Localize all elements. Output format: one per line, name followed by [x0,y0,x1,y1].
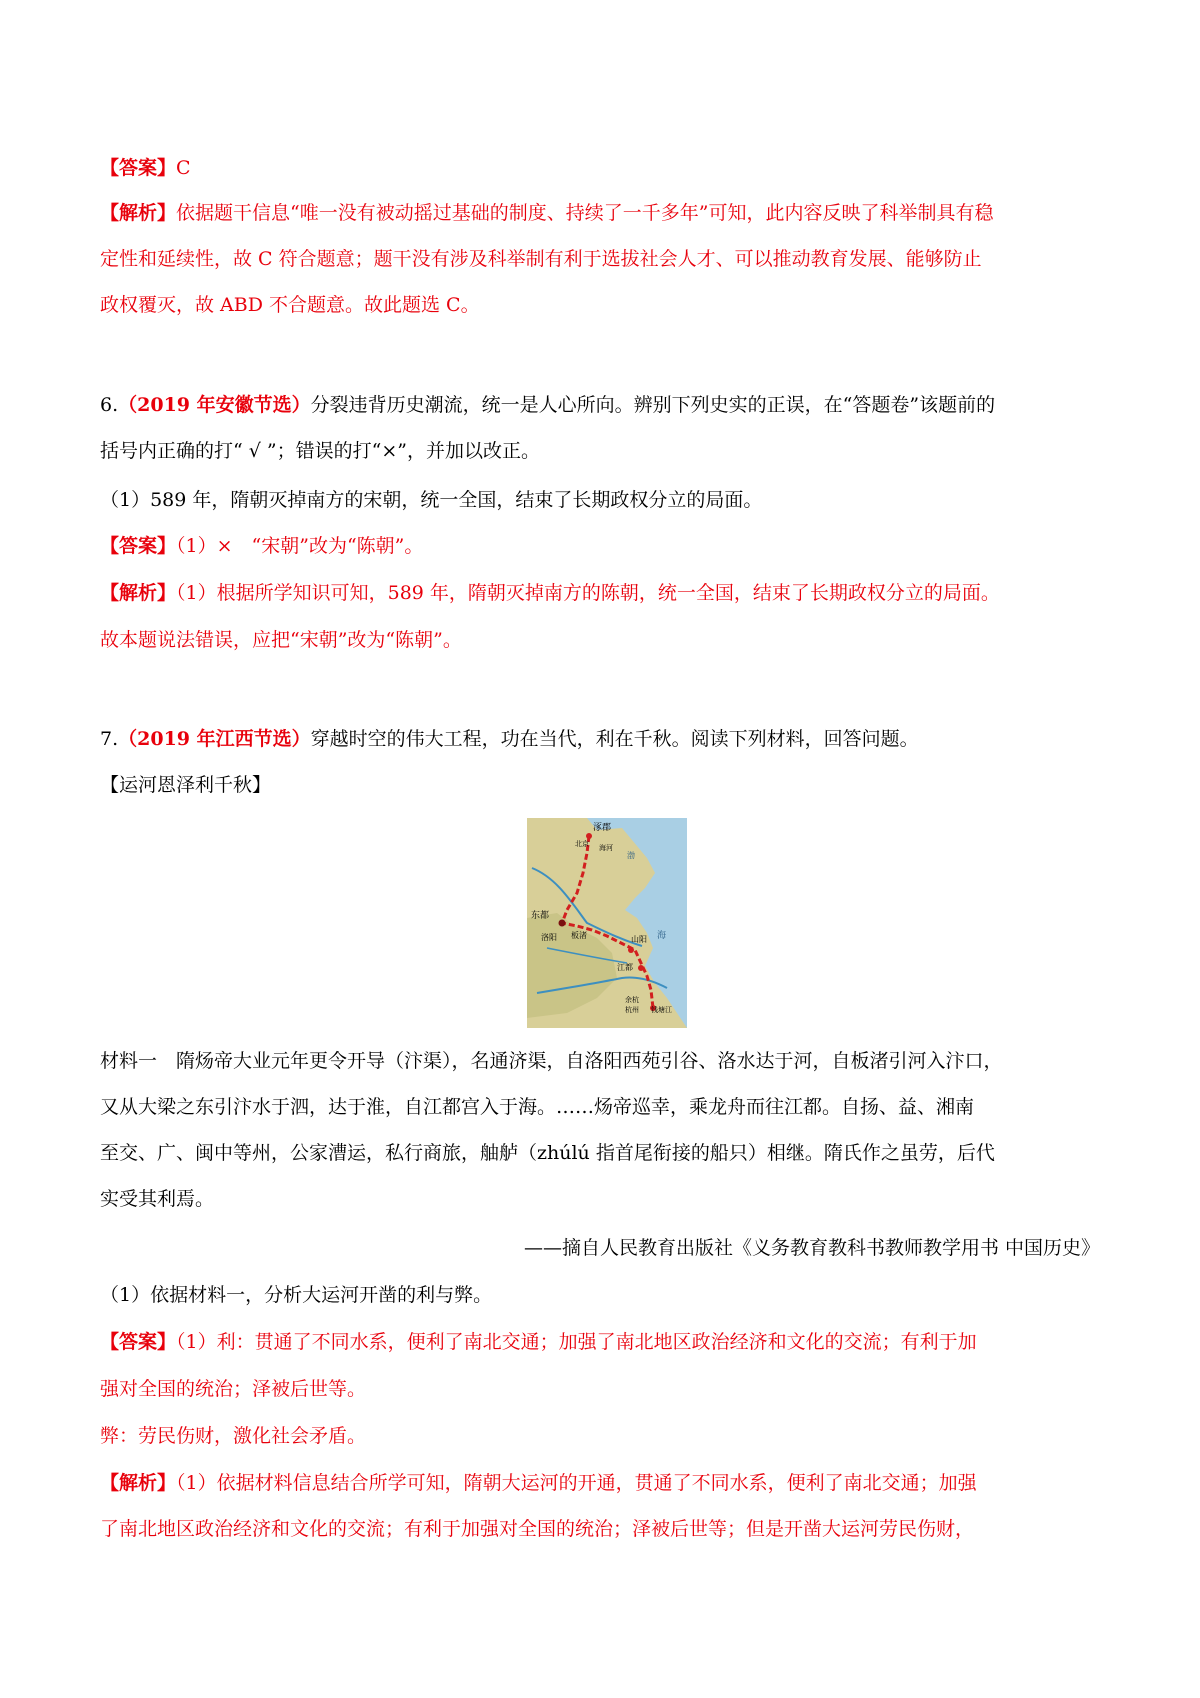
q6-analysis-line-1 [100,580,1100,606]
analysis-text: （1）依据材料信息结合所学可知，隋朝大运河的开通，贯通了不同水系，便利了南北交通；加强 [176,1472,977,1494]
city-dot-jiangdu [638,965,644,971]
q5-analysis-line-1 [100,200,1100,226]
material-line-3: 至交、广、闽中等州，公家漕运，私行商旅，舳舻（zhúlú 指首尾衔接的船只）相继。隋氏作之虽劳，后代 [100,1142,995,1164]
map-label-beijing: 北京 [575,840,589,848]
q7-answer-line-3: 弊：劳民伤财，激化社会矛盾。 [100,1425,367,1447]
q7-section-title: 【运河恩泽利千秋】 [100,774,272,796]
map-svg [527,818,687,1028]
q6-analysis-line-2: 故本题说法错误，应把“宋朝”改为“陈朝”。 [100,629,462,651]
map-label-zhuojun: 涿郡 [593,823,612,833]
grand-canal-map [527,818,687,1028]
map-label-banzhu: 板渚 [571,931,587,940]
city-dot-zhuojun [586,833,592,839]
question-stem: 分裂违背历史潮流，统一是人心所向。辨别下列史实的正误，在“答题卷”该题前的 [310,394,996,416]
q6-sub-question-1: （1）589 年，隋朝灭掉南方的宋朝，统一全国，结束了长期政权分立的局面。 [100,489,763,511]
q7-analysis-line-1 [100,1470,1100,1496]
question-stem: 穿越时空的伟大工程，功在当代，利在千秋。阅读下列材料，回答问题。 [310,728,919,750]
map-label-yuhang: 余杭 [625,996,639,1004]
q7-analysis-line-2: 了南北地区政治经济和文化的交流；有利于加强对全国的统治；泽被后世等；但是开凿大运河劳民伤财， [100,1518,975,1540]
city-dot-shanyang [628,947,634,953]
q7-sub-question-1: （1）依据材料一，分析大运河开凿的利与弊。 [100,1284,493,1306]
map-label-hangzhou: 杭州 [625,1006,639,1014]
answer-value: （1）× “宋朝”改为“陈朝”。 [176,535,424,557]
map-label-jiangdu: 江都 [617,963,633,972]
map-label-dongdu: 东都 [531,911,550,921]
analysis-label: 【解析】 [100,202,177,224]
q7-answer-line-2: 强对全国的统治；泽被后世等。 [100,1378,367,1400]
map-label-sea: 海 [657,931,667,941]
map-label-shanyang: 山阳 [631,935,647,944]
analysis-label: 【解析】 [100,582,177,604]
material-line-2: 又从大梁之东引汴水于泗，达于淮，自江都宫入于海。……炀帝巡幸，乘龙舟而往江都。自扬、益、湘南 [100,1096,975,1118]
q5-analysis-line-3: 政权覆灭，故 ABD 不合题意。故此题选 C。 [100,294,480,316]
map-label-luoyang: 洛阳 [541,933,557,942]
question-source: （2019 年江西节选） [118,728,311,750]
q6-answer-line [100,533,1100,559]
analysis-text: 依据题干信息“唯一没有被动摇过基础的制度、持续了一千多年”可知，此内容反映了科举制具有稳 [176,202,994,224]
answer-label: 【答案】 [100,535,177,557]
q7-stem-line [100,726,1100,752]
analysis-label: 【解析】 [100,1472,177,1494]
answer-value: C [176,157,191,179]
material-citation: ——摘自人民教育出版社《义务教育教科书教师教学用书 中国历史》 [523,1237,1100,1259]
answer-label: 【答案】 [100,157,177,179]
map-label-qiantang: 钱塘江 [651,1006,672,1014]
q6-stem-line-2: 括号内正确的打“ √ ”；错误的打“×”，并加以改正。 [100,440,540,462]
analysis-text: （1）根据所学知识可知，589 年，隋朝灭掉南方的陈朝，统一全国，结束了长期政权分立的局面。 [176,582,1000,604]
material-line-4: 实受其利焉。 [100,1188,215,1210]
question-number: 7. [100,728,119,750]
map-label-haihe: 海河 [599,844,613,852]
city-dot-luoyang [559,920,566,927]
map-label-bohai: 渤 [627,851,635,860]
q7-answer-line-1 [100,1329,1100,1355]
q5-answer-line [100,155,1100,181]
answer-value: （1）利：贯通了不同水系，便利了南北交通；加强了南北地区政治经济和文化的交流；有利于加 [176,1331,977,1353]
q5-analysis-line-2: 定性和延续性，故 C 符合题意；题干没有涉及科举制有利于选拔社会人才、可以推动教育发展、能够防止 [100,248,982,270]
question-number: 6. [100,394,119,416]
material-line-1: 材料一 隋炀帝大业元年更令开导（汴渠），名通济渠，自洛阳西苑引谷、洛水达于河，自板渚引河入汴口， [100,1050,1003,1072]
question-source: （2019 年安徽节选） [118,394,311,416]
q6-stem-line-1 [100,392,1100,418]
answer-label: 【答案】 [100,1331,177,1353]
